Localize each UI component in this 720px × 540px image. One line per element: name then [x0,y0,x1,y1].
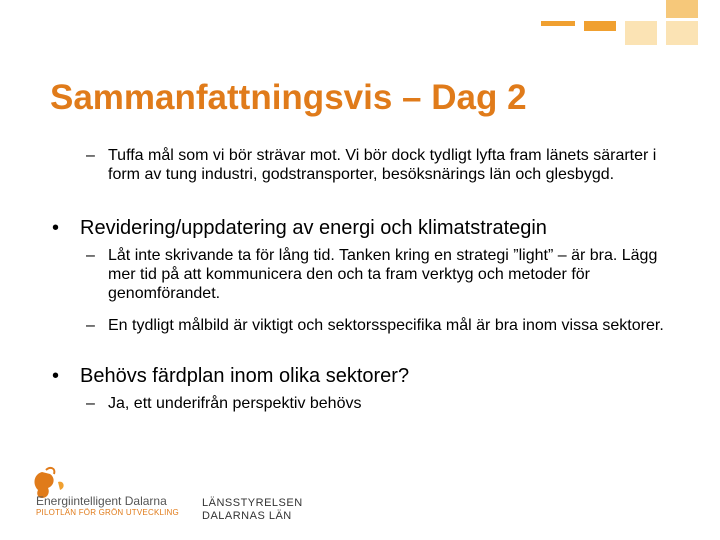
dash-marker: – [86,395,95,412]
dash-marker: – [86,247,95,264]
list-item-text: Låt inte skrivande ta för lång tid. Tanken kring en strategi ”light” – är bra. Lägg mer tid på att kommunicera den och ta fram verktyg och metoder för genomförandet. [108,247,658,302]
list-item-text: Tuffa mål som vi bör strävar mot. Vi bör dock tydligt lyfta fram länets särarter i form av tung industri, godstransporter, besöksnärings län och glesbygd. [108,147,657,183]
org-name: Energiintelligent Dalarna [36,494,167,508]
dash-marker: – [86,147,95,164]
list-item-text: Ja, ett underifrån perspektiv behövs [108,395,362,412]
list-item [86,316,686,335]
org-tagline: PILOTLÄN FÖR GRÖN UTVECKLING [36,508,179,517]
list-item [52,364,692,388]
list-item [86,246,686,303]
list-item-text: Behövs färdplan inom olika sektorer? [80,365,410,387]
slide-title: Sammanfattningsvis – Dag 2 [50,78,527,117]
dash-marker: – [86,317,95,334]
bullet-marker: • [52,365,60,387]
authority-name-line2: DALARNAS LÄN [202,510,292,522]
bullet-marker: • [52,217,60,239]
list-item-text: Revidering/uppdatering av energi och klimatstrategin [80,217,547,239]
list-item [86,394,686,413]
list-item-text: En tydligt målbild är viktigt och sektorsspecifika mål är bra inom vissa sektorer. [108,317,664,334]
authority-name-line1: LÄNSSTYRELSEN [202,497,303,509]
list-item [86,146,686,184]
corner-decoration [0,0,720,60]
list-item [52,216,692,240]
